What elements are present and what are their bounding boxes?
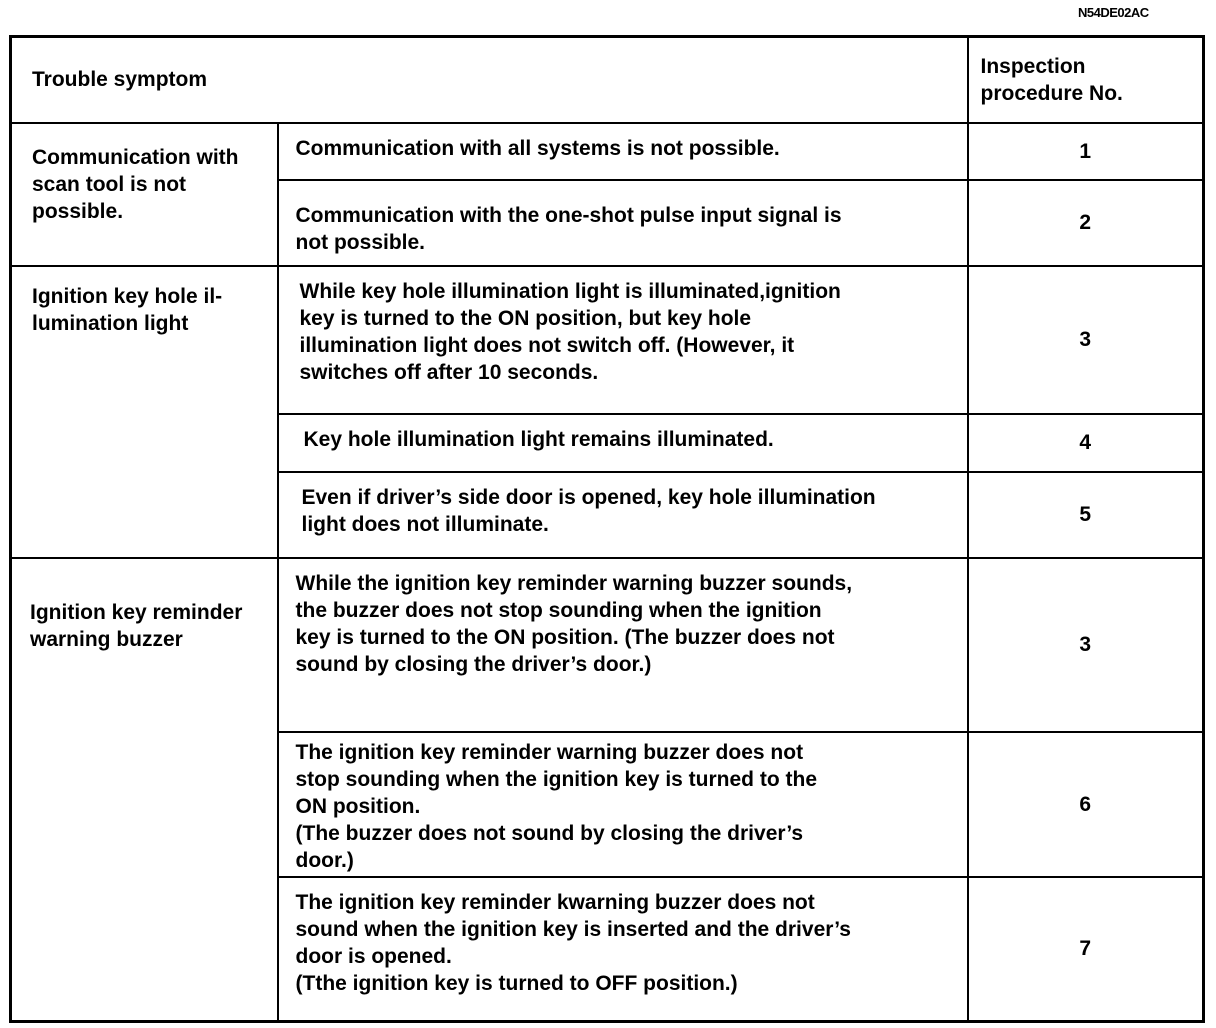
procedure-number: 7 xyxy=(968,877,1204,1022)
header-trouble-symptom: Trouble symptom xyxy=(11,37,968,123)
symptom-description: The ignition key reminder warning buzzer does not stop sounding when the ignition key is turned to the ON position. (The buzzer does not sound by closing the driver’s door.) xyxy=(278,732,968,877)
procedure-number: 5 xyxy=(968,472,1204,558)
header-procedure-no: Inspection procedure No. xyxy=(968,37,1204,123)
symptom-description: While key hole illumination light is illuminated,ignition key is turned to the ON position, but key hole illumination light does not switch off. (However, it switches off after 10 seconds. xyxy=(278,266,968,414)
procedure-number: 4 xyxy=(968,414,1204,472)
procedure-number: 1 xyxy=(968,123,1204,180)
symptom-description: Communication with all systems is not possible. xyxy=(278,123,968,180)
symptom-description: Key hole illumination light remains illuminated. xyxy=(278,414,968,472)
group-communication: Communication with scan tool is not possible. xyxy=(11,123,278,266)
header-row xyxy=(11,37,1204,123)
symptom-description: Even if driver’s side door is opened, key hole illumination light does not illuminate. xyxy=(278,472,968,558)
table-row xyxy=(11,558,1204,732)
table-row xyxy=(11,266,1204,414)
table-row xyxy=(11,123,1204,180)
trouble-symptom-table xyxy=(9,35,1205,1023)
group-key-hole-illumination: Ignition key hole il- lumination light xyxy=(11,266,278,558)
procedure-number: 3 xyxy=(968,266,1204,414)
procedure-number: 3 xyxy=(968,558,1204,732)
procedure-number: 2 xyxy=(968,180,1204,266)
document-code: N54DE02AC xyxy=(1078,5,1149,20)
group-reminder-buzzer: Ignition key reminder warning buzzer xyxy=(11,558,278,1022)
procedure-number: 6 xyxy=(968,732,1204,877)
symptom-description: While the ignition key reminder warning buzzer sounds, the buzzer does not stop sounding when the ignition key is turned to the ON position. (The buzzer does not sound by closing the driver’s door.) xyxy=(278,558,968,732)
symptom-description: The ignition key reminder kwarning buzzer does not sound when the ignition key is inserted and the driver’s door is opened. (Tthe ignition key is turned to OFF position.) xyxy=(278,877,968,1022)
symptom-description: Communication with the one-shot pulse input signal is not possible. xyxy=(278,180,968,266)
